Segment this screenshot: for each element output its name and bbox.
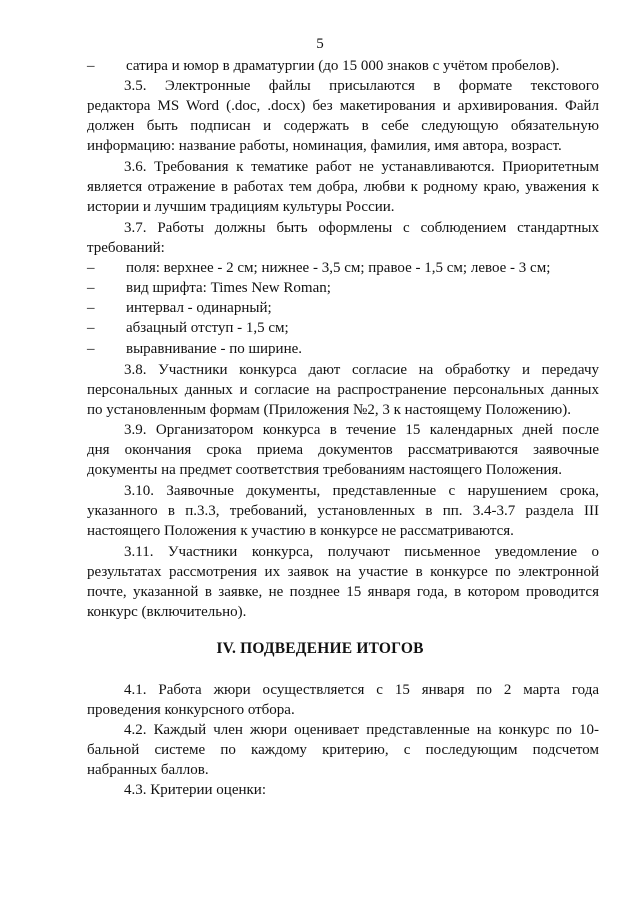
list-item	[87, 278, 600, 298]
dash-bullet: –	[87, 300, 95, 316]
paragraph-4-2	[87, 720, 599, 780]
paragraph-line: должен быть подписан и содержать в себе следующую обязательную	[87, 118, 599, 134]
paragraph-line: информацию: название работы, номинация, фамилия, имя автора, возраст.	[87, 138, 562, 154]
dash-bullet: –	[87, 58, 95, 74]
paragraph-3-6	[87, 157, 599, 217]
section-title: IV. ПОДВЕДЕНИЕ ИТОГОВ	[216, 640, 424, 657]
paragraph-line: 4.3. Критерии оценки:	[124, 782, 266, 798]
paragraph-line: является отражение в работах тем добра, любви к родному краю, уважения к	[87, 179, 599, 195]
dash-bullet: –	[87, 260, 95, 276]
paragraph-3-8	[87, 360, 599, 420]
paragraph-line: результатах рассмотрения их заявок на участие в конкурсе по электронной	[87, 564, 599, 580]
paragraph-line: 3.10. Заявочные документы, представленные с нарушением срока,	[124, 483, 599, 499]
paragraph-line: 4.2. Каждый член жюри оценивает представленные на конкурс по 10-	[124, 722, 599, 738]
list-item	[87, 339, 600, 359]
list-item	[87, 298, 600, 318]
list-item-text: поля: верхнее - 2 см; нижнее - 3,5 см; правое - 1,5 см; левое - 3 см;	[126, 260, 551, 276]
list-item	[87, 258, 600, 278]
paragraph-line: указанного в п.3.3, требований, установленных в пп. 3.4-3.7 раздела III	[87, 503, 599, 519]
paragraph-line: дня окончания срока приема документов рассматриваются заявочные	[87, 442, 599, 458]
paragraph-line: требований:	[87, 240, 165, 256]
paragraph-line: 3.7. Работы должны быть оформлены с соблюдением стандартных	[124, 220, 599, 236]
paragraph-line: 3.11. Участники конкурса, получают письменное уведомление о	[124, 544, 599, 560]
paragraph-line: документы на предмет соответствия требованиям настоящего Положения.	[87, 462, 563, 478]
paragraph-3-7	[87, 218, 599, 258]
paragraph-line: бальной системе по каждому критерию, с последующим подсчетом	[87, 742, 599, 758]
list-item-text: абзацный отступ - 1,5 см;	[126, 320, 289, 336]
dash-bullet: –	[87, 280, 95, 296]
list-item-text: сатира и юмор в драматургии (до 15 000 знаков с учётом пробелов).	[126, 58, 560, 74]
paragraph-line: по установленным формам (Приложения №2, 3 к настоящему Положению).	[87, 402, 571, 418]
list-item-text: интервал - одинарный;	[126, 300, 272, 316]
dash-bullet: –	[87, 341, 95, 357]
paragraph-line: 3.6. Требования к тематике работ не устанавливаются. Приоритетным	[124, 159, 599, 175]
paragraph-3-10	[87, 481, 599, 541]
list-item-text: вид шрифта: Times New Roman;	[126, 280, 331, 296]
paragraph-line: 3.9. Организатором конкурса в течение 15 календарных дней после	[124, 422, 599, 438]
list-item	[87, 56, 600, 76]
paragraph-line: 3.8. Участники конкурса дают согласие на обработку и передачу	[124, 362, 599, 378]
paragraph-line: проведения конкурсного отбора.	[87, 702, 295, 718]
list-item-text: выравнивание - по ширине.	[126, 341, 303, 357]
paragraph-3-11	[87, 542, 599, 622]
paragraph-line: 3.5. Электронные файлы присылаются в формате текстового	[124, 78, 599, 94]
paragraph-4-1	[87, 680, 599, 720]
dash-bullet: –	[87, 320, 95, 336]
paragraph-line: персональных данных и согласие на распространение персональных данных	[87, 382, 599, 398]
paragraph-line: истории и лучшим традициям культуры России.	[87, 199, 395, 215]
paragraph-3-5	[87, 76, 599, 156]
page-number: 5	[316, 36, 324, 52]
paragraph-3-9	[87, 420, 599, 480]
paragraph-line: редактора MS Word (.doc, .docx) без макетирования и архивирования. Файл	[87, 98, 599, 114]
paragraph-4-3	[87, 780, 599, 800]
paragraph-line: почте, указанной в заявке, не позднее 15 января года, в котором проводится	[87, 584, 599, 600]
paragraph-line: конкурс (включительно).	[87, 604, 247, 620]
list-item	[87, 318, 600, 338]
paragraph-line: 4.1. Работа жюри осуществляется с 15 января по 2 марта года	[124, 682, 599, 698]
paragraph-line: настоящего Положения к участию в конкурсе не рассматриваются.	[87, 523, 514, 539]
paragraph-line: набранных баллов.	[87, 762, 209, 778]
